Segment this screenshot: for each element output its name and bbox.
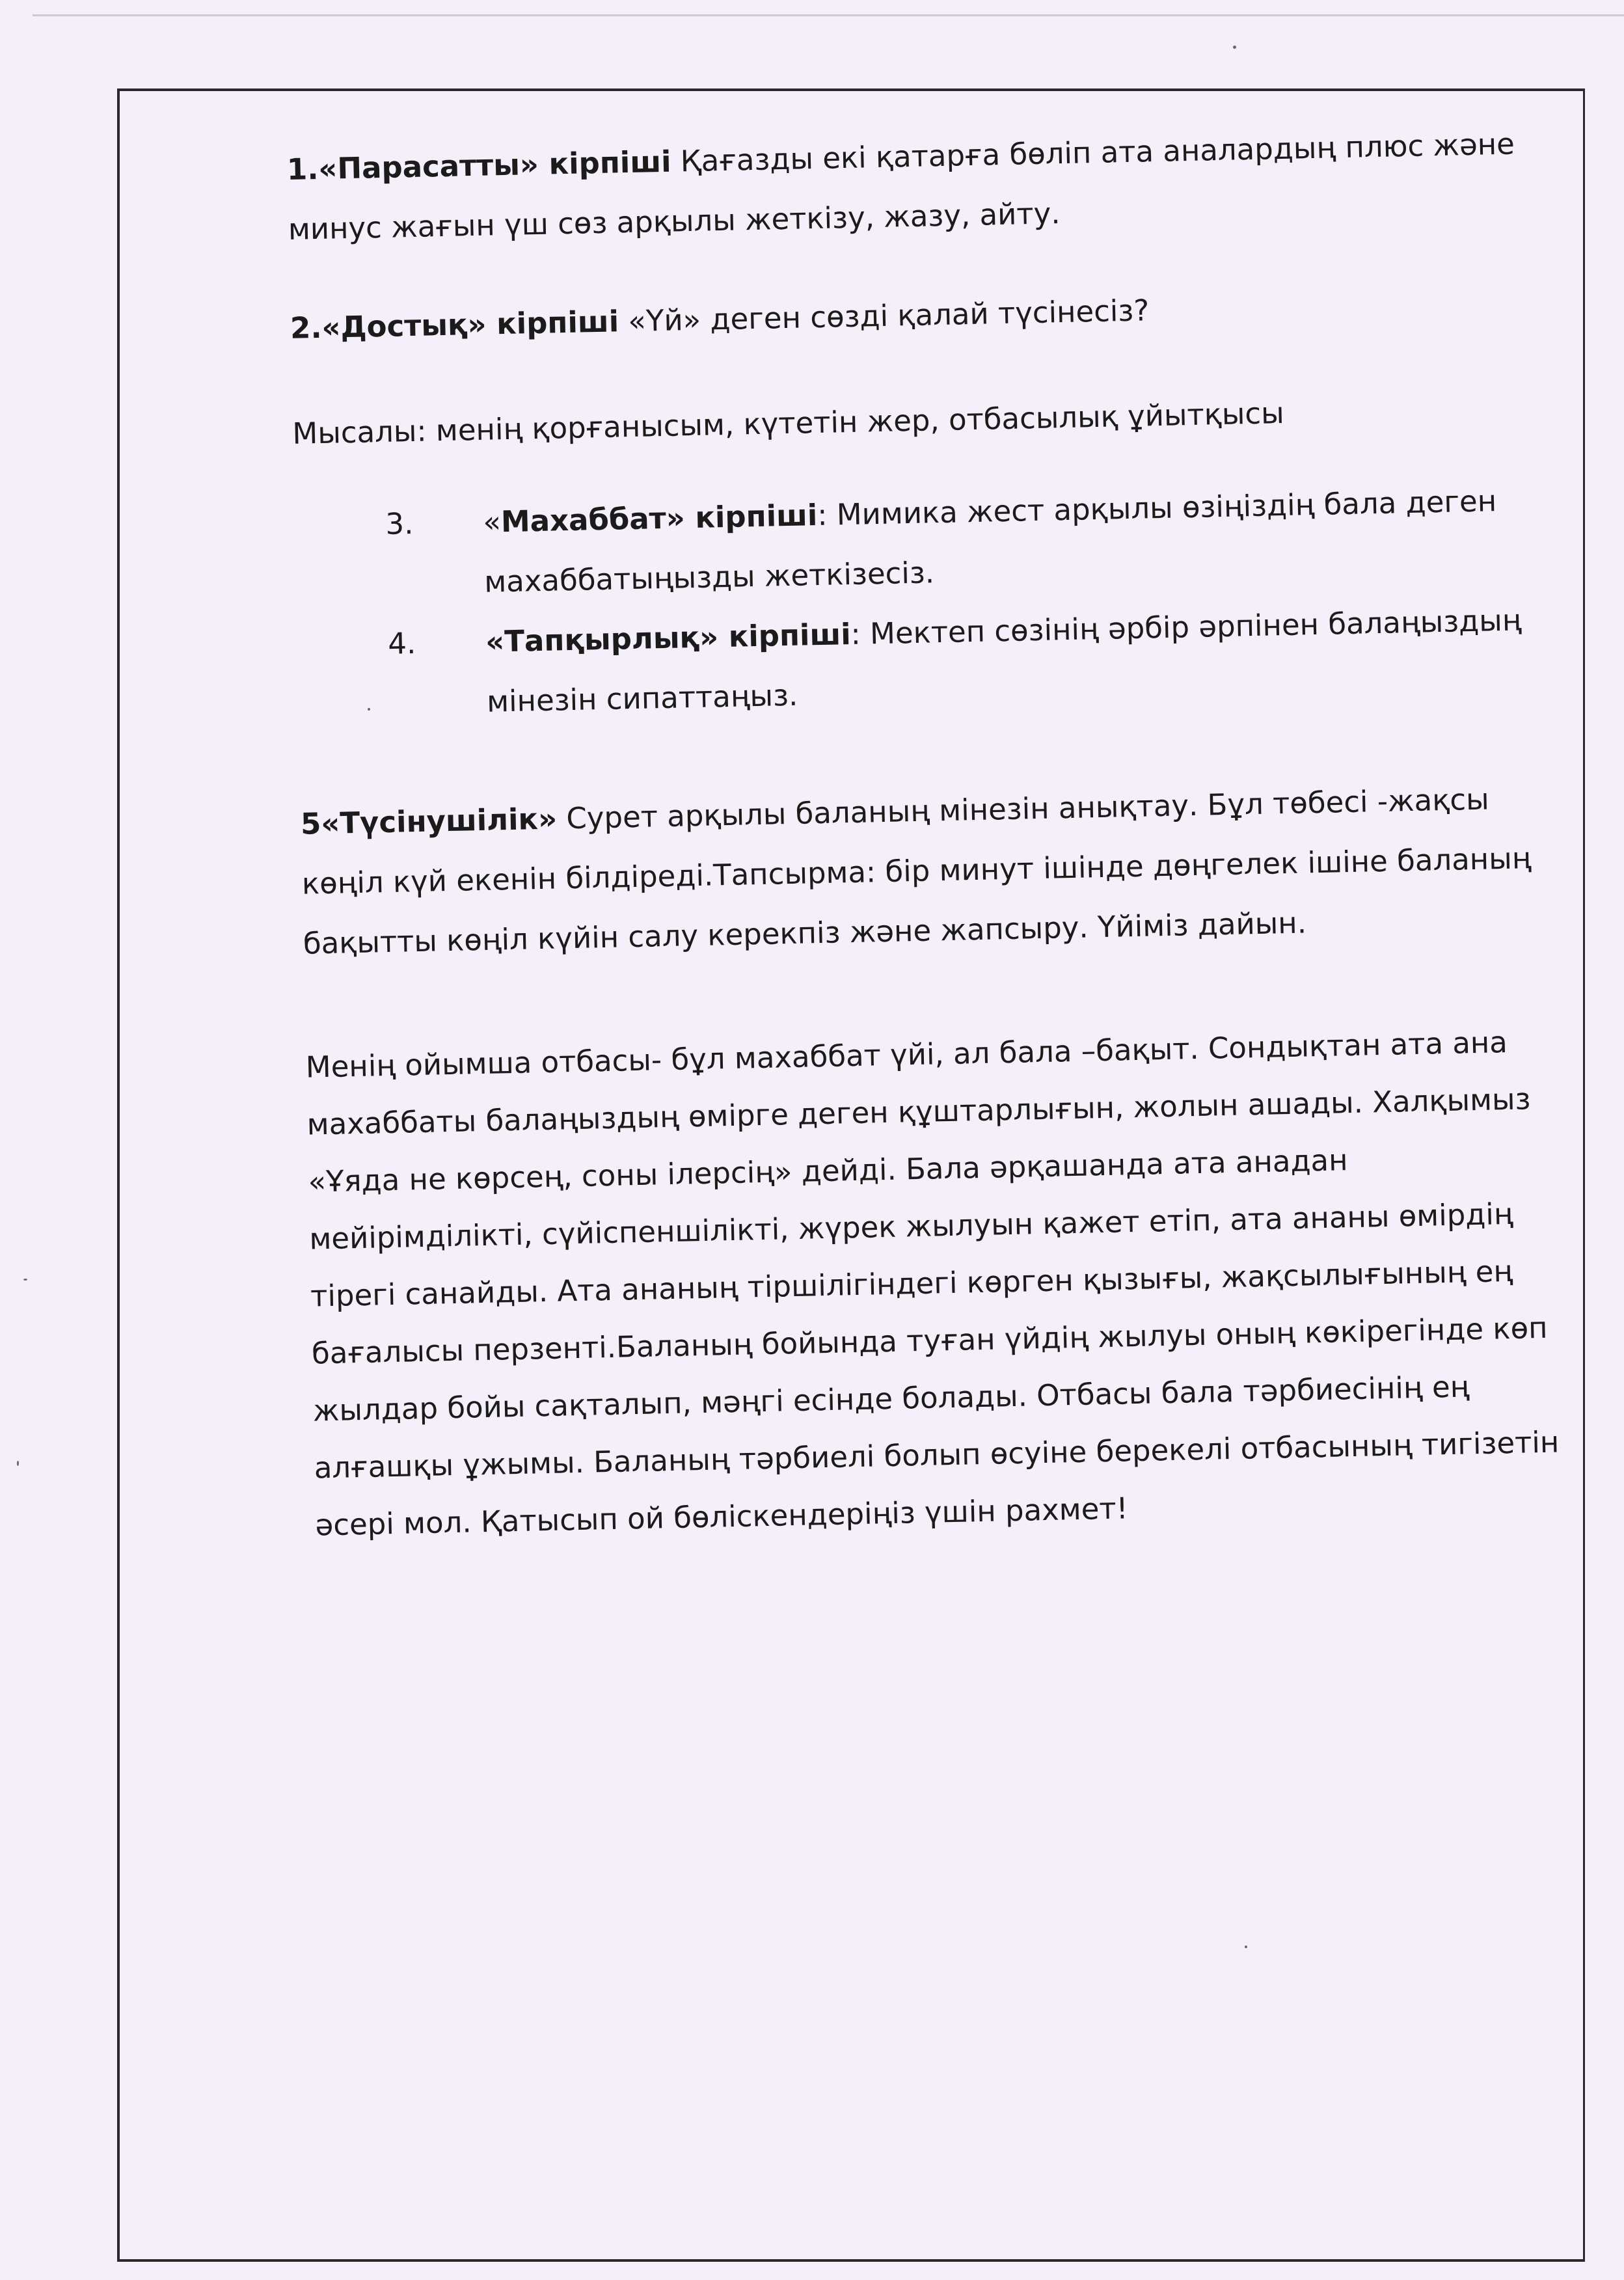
item-dostyq xyxy=(290,272,1553,359)
item-title: Махаббат» кірпіші xyxy=(500,498,818,539)
scan-speck xyxy=(1233,46,1236,49)
list-number: 3. xyxy=(385,506,414,541)
item-text: Қағазды екі қатарға бөліп ата аналардың плюс және минус жағын үш сөз арқылы жеткізу, жазу, айту. xyxy=(288,126,1515,247)
item-title: 5«Түсінушілік» xyxy=(300,801,558,841)
example-line xyxy=(292,377,1556,464)
item-text: «Үй» деген сөзді қалай түсінесіз? xyxy=(618,293,1150,339)
conclusion-text: Менің ойымша отбасы- бұл махаббат үйі, ал бала –бақыт. Сондықтан ата ана махаббаты балаңыздың өмірге деген құштарлығын, жолын ашады. Халқымыз «Ұяда не көрсең, соны ілерсің» дейді. Бала әрқашанда ата анадан мейірімділікті, сүйіспеншілікті, жүрек жылуын қажет етіп, ата ананы өмірдің тірегі санайды. Ата ананың тіршілігіндегі көрген қызығы, жақсылығының ең бағалысы перзенті.Баланың бойында туған үйдің жылуы оның көкірегінде көп жылдар бойы сақталып, мәңгі есінде болады. Отбасы бала тәрбиесінің ең алғашқы ұжымы. Баланың тәрбиелі болып өсуіне берекелі отбасының тигізетін әсері мол. Қатысып ой бөліскендеріңіз үшін рахмет! xyxy=(305,1025,1560,1543)
numbered-list xyxy=(293,470,1560,736)
item-text: : Мимика жест арқылы өзіңіздің бала деген махаббатыңызды жеткізесіз. xyxy=(483,483,1497,599)
item-parasatty xyxy=(286,113,1550,260)
item-text: : Мектеп сөзінің әрбір әрпінен балаңыздың мінезін сипаттаңыз. xyxy=(486,603,1522,719)
scan-speck xyxy=(23,1279,27,1281)
item-title: 1.«Парасатты» кірпіші xyxy=(286,144,672,187)
item-title: «Тапқырлық» кірпіші xyxy=(485,617,852,659)
list-number: 4. xyxy=(387,626,416,661)
conclusion-paragraph xyxy=(305,1012,1578,1554)
scan-speck xyxy=(1245,1946,1247,1948)
item-text: Сурет арқылы баланың мінезін анықтау. Бұл төбесі -жақсы көңіл күй екенін білдіреді.Тапсырма: бір минут ішінде дөңгелек ішіне баланың бақытты көңіл күйін салу керекпіз және жапсыру. Үйіміз дайын. xyxy=(301,781,1532,961)
list-item-mahabbat xyxy=(385,470,1558,614)
item-title-prefix: « xyxy=(482,504,502,539)
item-title: 2.«Достық» кірпіші xyxy=(290,304,619,346)
item-tusinushilik xyxy=(300,768,1565,974)
scan-speck xyxy=(368,708,370,711)
example-text: Мысалы: менің қорғанысым, күтетін жер, отбасылық ұйытқысы xyxy=(291,395,1285,451)
document-body xyxy=(286,113,1578,1554)
page-edge xyxy=(33,14,1624,16)
scan-speck xyxy=(17,1461,19,1466)
list-item-tapqyrlyq xyxy=(387,590,1560,734)
